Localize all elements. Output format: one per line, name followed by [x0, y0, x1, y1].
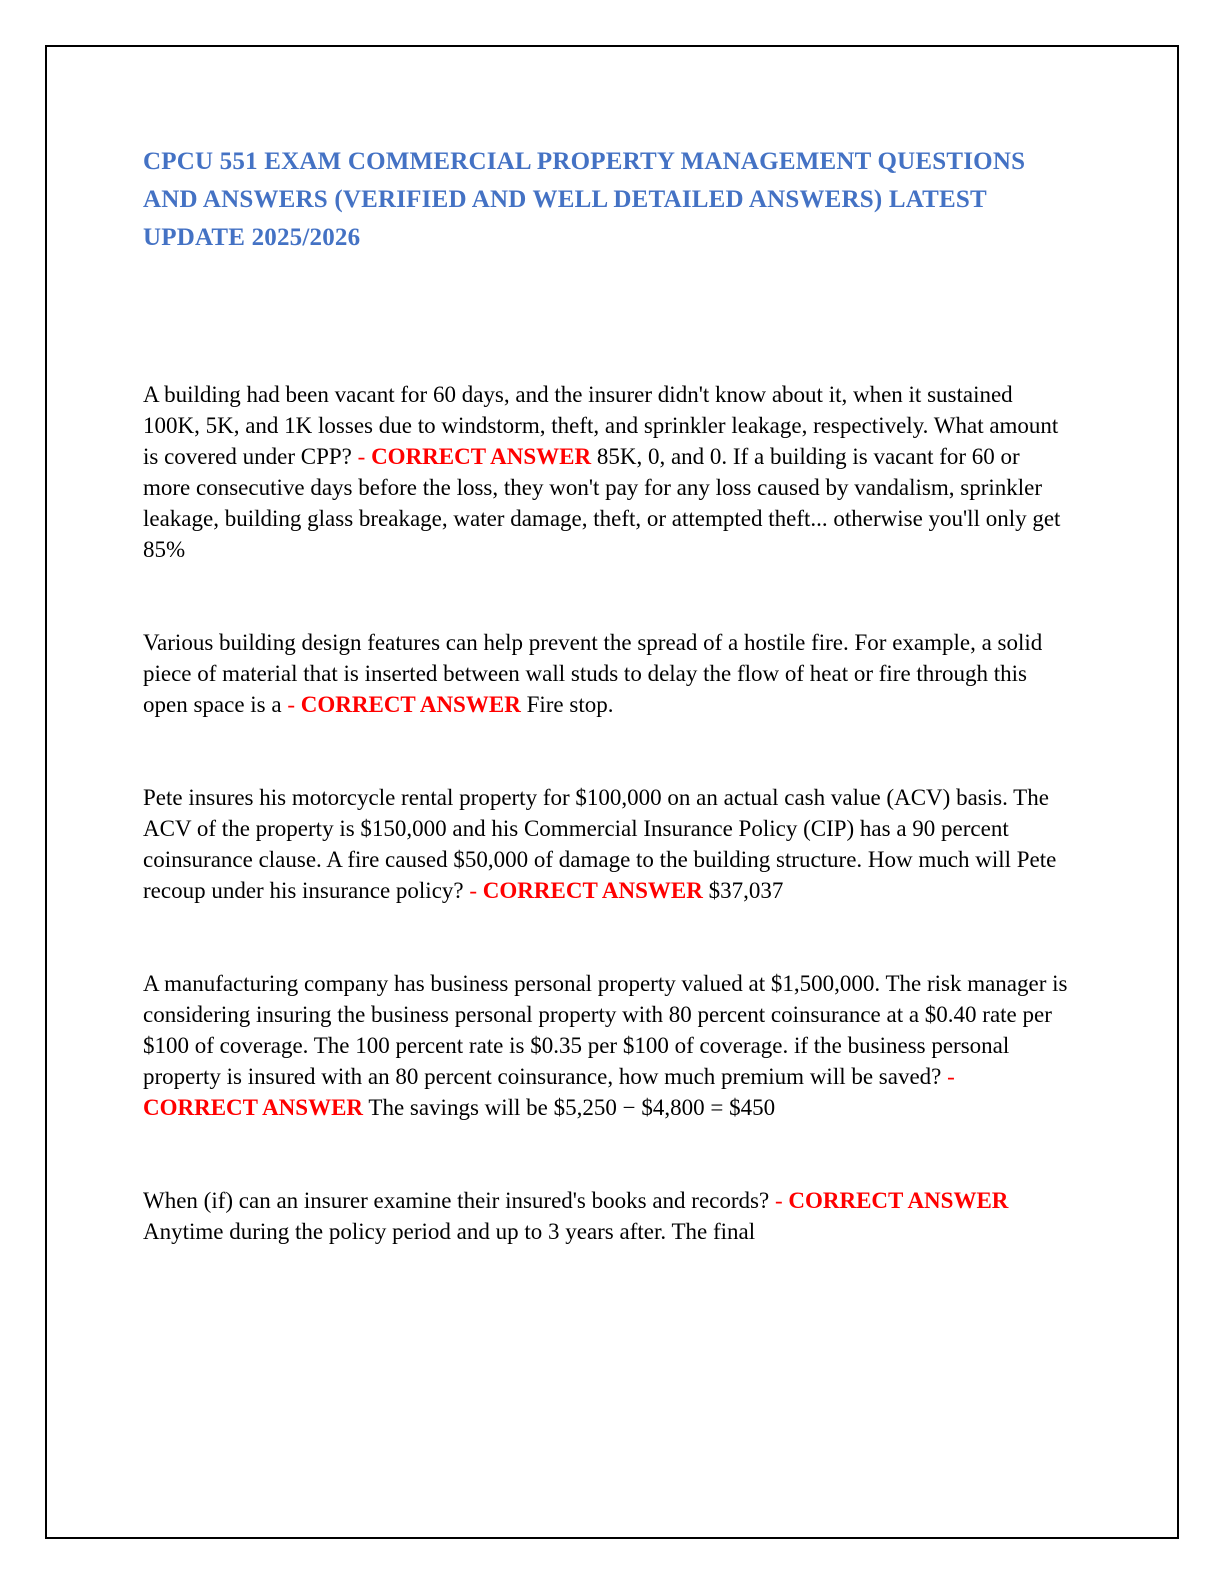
correct-answer-label: CORRECT ANSWER — [371, 444, 592, 469]
question-text: A manufacturing company has business personal property valued at $1,500,000. The risk manager is considering insuring the business personal property with 80 percent coinsurance at a $0.40 rate per $100 of coverage. The 100 percent rate is $0.35 per $100 of coverage. if the business personal property is insured with an 80 percent coinsurance, how much premium will be saved? — [143, 971, 1068, 1089]
question-text: Various building design features can help prevent the spread of a hostile fire. For example, a solid piece of material that is inserted between wall studs to delay the flow of heat or fire through this open space is a — [143, 630, 1043, 717]
document-title: CPCU 551 EXAM COMMERCIAL PROPERTY MANAGEMENT QUESTIONS AND ANSWERS (VERIFIED AND WELL DETAILED ANSWERS) LATEST UPDATE 2025/2026 — [143, 148, 1026, 251]
correct-answer-label: CORRECT ANSWER — [143, 1095, 364, 1120]
correct-answer-label: CORRECT ANSWER — [300, 692, 521, 717]
answer-text: 85K, 0, and 0. If a building is vacant for 60 or more consecutive days before the loss, they won't pay for any loss caused by vandalism, sprinkler leakage, building glass breakage, water damage, theft, or attempted theft... otherwise you'll only get 85% — [143, 444, 1061, 562]
question-text: A building had been vacant for 60 days, and the insurer didn't know about it, when it sustained 100K, 5K, and 1K losses due to windstorm, theft, and sprinkler leakage, respectively. What amount is covered under CPP? — [143, 382, 1059, 469]
question-text: When (if) can an insurer examine their insured's books and records? — [143, 1188, 770, 1213]
qa-item-4 — [143, 968, 1069, 1123]
answer-text: The savings will be $5,250 − $4,800 = $450 — [368, 1095, 776, 1120]
correct-answer-dash: - — [774, 1188, 783, 1213]
correct-answer-dash: - — [947, 1064, 955, 1089]
document-page — [45, 45, 1179, 1539]
correct-answer-dash: - — [469, 878, 478, 903]
answer-text: $37,037 — [708, 878, 784, 903]
correct-answer-label: CORRECT ANSWER — [788, 1188, 1009, 1213]
qa-item-1 — [143, 379, 1069, 565]
answer-text: Anytime during the policy period and up to 3 years after. The final — [143, 1219, 756, 1244]
question-text: Pete insures his motorcycle rental property for $100,000 on an actual cash value (ACV) basis. The ACV of the property is $150,000 and his Commercial Insurance Policy (CIP) has a 90 percent coinsurance clause. A fire caused $50,000 of damage to the building structure. How much will Pete recoup under his insurance policy? — [143, 785, 1057, 903]
qa-item-5 — [143, 1185, 1069, 1247]
correct-answer-dash: - — [357, 444, 366, 469]
qa-item-3 — [143, 782, 1069, 906]
answer-text: Fire stop. — [526, 692, 614, 717]
qa-item-2 — [143, 627, 1069, 720]
correct-answer-label: CORRECT ANSWER — [482, 878, 703, 903]
correct-answer-dash: - — [287, 692, 296, 717]
qa-list — [143, 379, 1069, 1247]
